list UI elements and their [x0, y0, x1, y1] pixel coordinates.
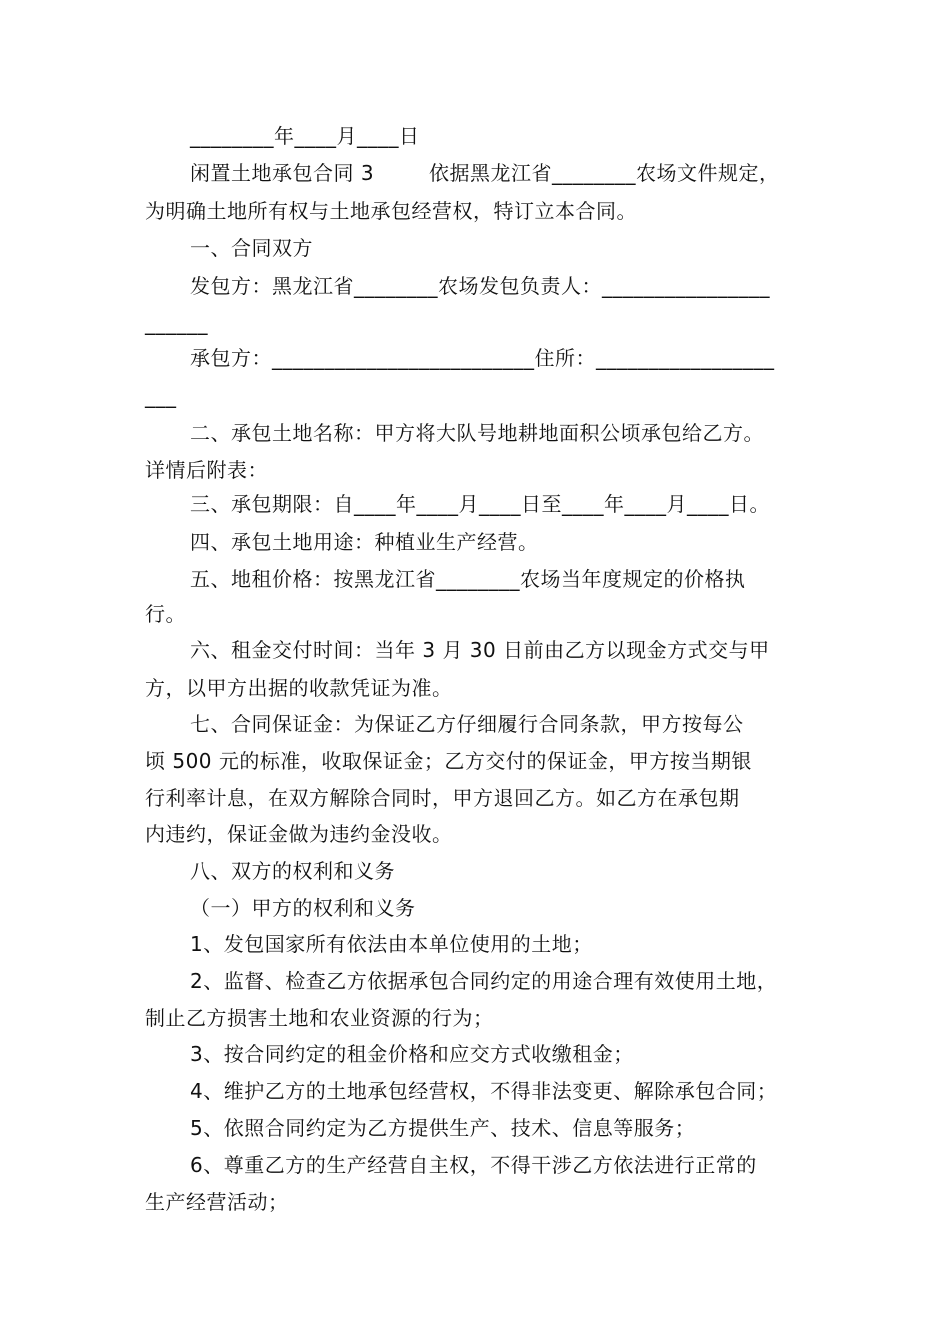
item-5-line: 5、依照合同约定为乙方提供生产、技术、信息等服务；	[190, 1116, 696, 1140]
contract-intro-line: 闲置土地承包合同 3 依据黑龙江省________农场文件规定，	[190, 161, 780, 185]
item-3-line: 3、按合同约定的租金价格和应交方式收缴租金；	[190, 1042, 634, 1066]
date-line: ________年____月____日	[190, 124, 420, 148]
clause-2-line: 二、承包土地名称：甲方将大队号地耕地面积公顷承包给乙方。	[190, 421, 764, 445]
clause-2-cont: 详情后附表：	[145, 458, 268, 482]
item-6-line: 6、尊重乙方的生产经营自主权，不得干涉乙方依法进行正常的	[190, 1153, 757, 1177]
item-2-line: 2、监督、检查乙方依据承包合同约定的用途合理有效使用土地，	[190, 969, 778, 993]
clause-5-cont: 行。	[145, 602, 186, 626]
contractor-line-cont: ______	[145, 311, 208, 335]
clause-7-cont-2: 行利率计息，在双方解除合同时，甲方退回乙方。如乙方在承包期	[145, 786, 740, 810]
contract-intro-cont: 为明确土地所有权与土地承包经营权，特订立本合同。	[145, 199, 637, 223]
clause-4-line: 四、承包土地用途：种植业生产经营。	[190, 530, 539, 554]
subsection-heading-party-a: （一）甲方的权利和义务	[190, 896, 416, 920]
clause-3-line: 三、承包期限：自____年____月____日至____年____月____日。	[190, 492, 770, 516]
clause-6-cont: 方，以甲方出据的收款凭证为准。	[145, 676, 453, 700]
clause-7-cont-3: 内违约，保证金做为违约金没收。	[145, 822, 453, 846]
clause-6-line: 六、租金交付时间：当年 3 月 30 日前由乙方以现金方式交与甲	[190, 638, 770, 662]
item-4-line: 4、维护乙方的土地承包经营权，不得非法变更、解除承包合同；	[190, 1079, 778, 1103]
item-1-line: 1、发包国家所有依法由本单位使用的土地；	[190, 932, 593, 956]
section-heading-rights: 八、双方的权利和义务	[190, 859, 395, 883]
contractor-line: 发包方：黑龙江省________农场发包负责人：________________	[190, 274, 770, 298]
item-2-cont: 制止乙方损害土地和农业资源的行为；	[145, 1006, 494, 1030]
clause-7-cont-1: 顷 500 元的标准，收取保证金；乙方交付的保证金，甲方按当期银	[145, 749, 752, 773]
clause-7-line: 七、合同保证金：为保证乙方仔细履行合同条款，甲方按每公	[190, 712, 744, 736]
contractee-line: 承包方：_________________________住所：_________________	[190, 346, 775, 370]
clause-5-line: 五、地租价格：按黑龙江省________农场当年度规定的价格执	[190, 567, 746, 591]
item-6-cont: 生产经营活动；	[145, 1190, 289, 1214]
contractee-line-cont: ___	[145, 384, 177, 408]
section-heading-parties: 一、合同双方	[190, 236, 313, 260]
